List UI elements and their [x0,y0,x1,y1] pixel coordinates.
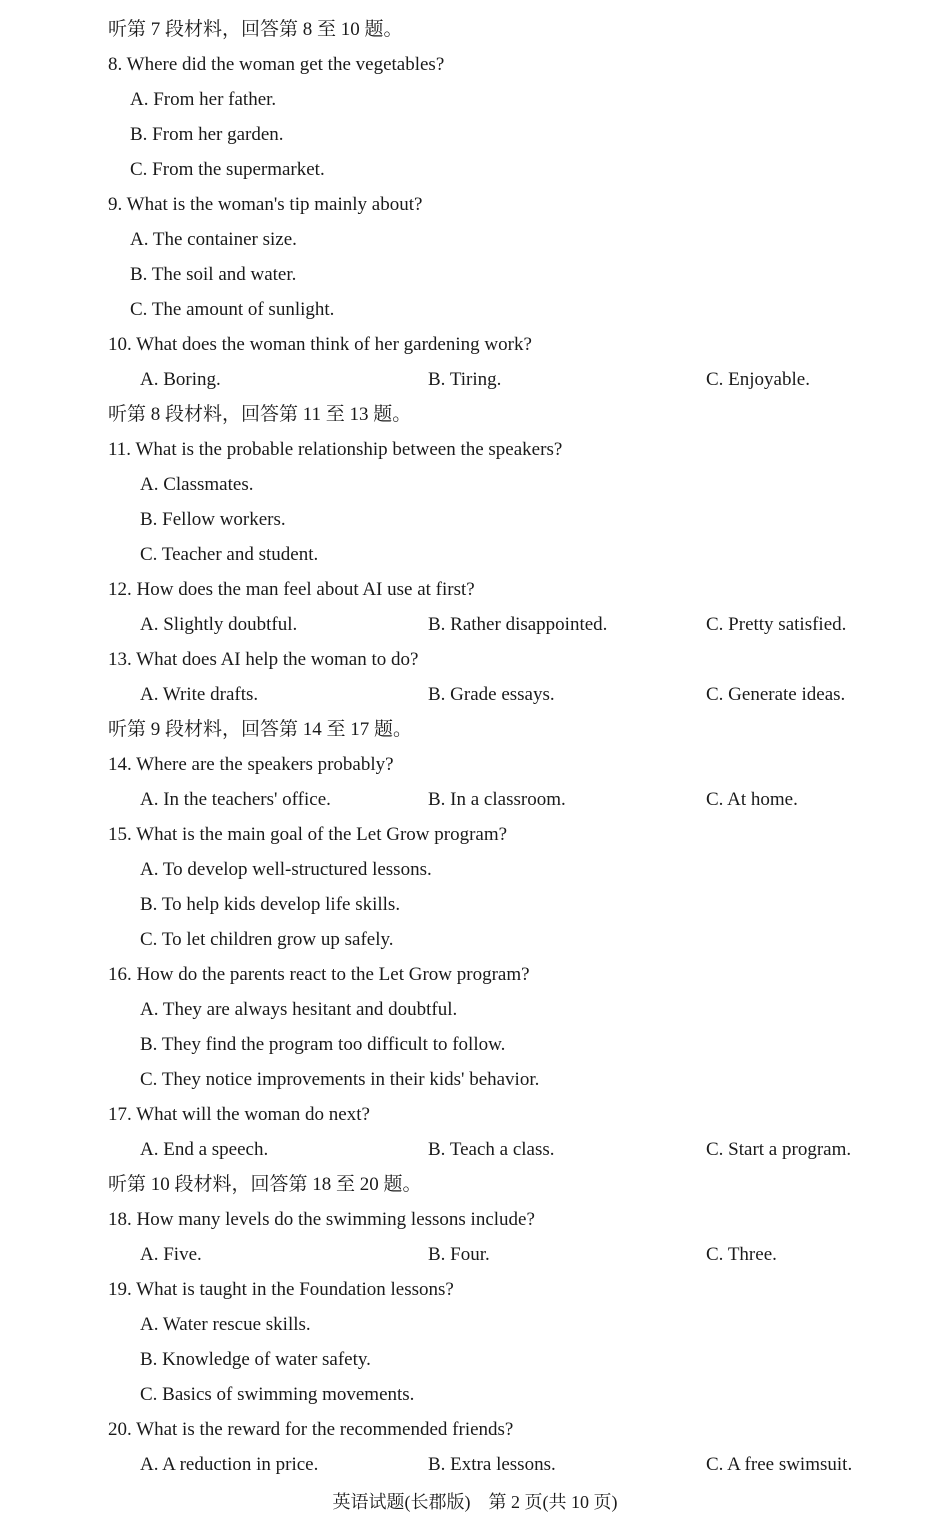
question-13-options [0,683,950,707]
question-17-option-b: B. Teach a class. [428,1139,555,1160]
question-13-option-a: A. Write drafts. [140,684,259,705]
section-heading-10: 听第 10 段材料，回答第 18 至 20 题。 [108,1174,422,1195]
question-8-option-c: C. From the supermarket. [130,159,325,180]
question-18-options [0,1243,950,1267]
question-13-stem: 13. What does AI help the woman to do? [108,649,419,670]
question-16-stem: 16. How do the parents react to the Let Grow program? [108,964,530,985]
question-17-options [0,1138,950,1162]
question-18-stem: 18. How many levels do the swimming lessons include? [108,1209,535,1230]
question-16-option-a: A. They are always hesitant and doubtful. [140,999,458,1020]
question-18-option-c: C. Three. [706,1244,777,1265]
question-18-option-b: B. Four. [428,1244,490,1265]
question-12-option-b: B. Rather disappointed. [428,614,608,635]
question-20-option-c: C. A free swimsuit. [706,1454,853,1475]
question-15-stem: 15. What is the main goal of the Let Grow program? [108,824,508,845]
question-19-option-b: B. Knowledge of water safety. [140,1349,371,1370]
question-15-option-c: C. To let children grow up safely. [140,929,394,950]
question-12-option-c: C. Pretty satisfied. [706,614,847,635]
question-14-option-c: C. At home. [706,789,798,810]
question-14-option-b: B. In a classroom. [428,789,566,810]
question-20-option-b: B. Extra lessons. [428,1454,556,1475]
question-10-option-a: A. Boring. [140,369,221,390]
question-10-option-b: B. Tiring. [428,369,502,390]
question-19-option-a: A. Water rescue skills. [140,1314,311,1335]
question-11-option-b: B. Fellow workers. [140,509,286,530]
section-heading-8: 听第 8 段材料，回答第 11 至 13 题。 [108,404,412,425]
question-9-option-a: A. The container size. [130,229,297,250]
question-17-option-c: C. Start a program. [706,1139,852,1160]
question-19-option-c: C. Basics of swimming movements. [140,1384,415,1405]
question-19-stem: 19. What is taught in the Foundation lessons? [108,1279,454,1300]
section-heading-9: 听第 9 段材料，回答第 14 至 17 题。 [108,719,413,740]
page-footer: 英语试题(长郡版) 第 2 页(共 10 页) [332,1492,618,1512]
question-8-stem: 8. Where did the woman get the vegetables? [108,54,445,75]
question-20-option-a: A. A reduction in price. [140,1454,319,1475]
question-8-option-a: A. From her father. [130,89,277,110]
question-10-option-c: C. Enjoyable. [706,369,810,390]
question-9-option-b: B. The soil and water. [130,264,297,285]
question-12-options [0,613,950,637]
question-9-option-c: C. The amount of sunlight. [130,299,335,320]
question-16-option-c: C. They notice improvements in their kids' behavior. [140,1069,540,1090]
question-10-stem: 10. What does the woman think of her gardening work? [108,334,532,355]
question-9-stem: 9. What is the woman's tip mainly about? [108,194,423,215]
section-heading-7: 听第 7 段材料，回答第 8 至 10 题。 [108,19,403,40]
question-11-stem: 11. What is the probable relationship between the speakers? [108,439,563,460]
question-13-option-c: C. Generate ideas. [706,684,846,705]
question-15-option-b: B. To help kids develop life skills. [140,894,401,915]
question-17-stem: 17. What will the woman do next? [108,1104,370,1125]
question-12-stem: 12. How does the man feel about AI use at first? [108,579,475,600]
question-17-option-a: A. End a speech. [140,1139,269,1160]
question-20-stem: 20. What is the reward for the recommended friends? [108,1419,514,1440]
question-14-stem: 14. Where are the speakers probably? [108,754,394,775]
question-12-option-a: A. Slightly doubtful. [140,614,298,635]
question-20-options [0,1453,950,1477]
question-10-options [0,368,950,392]
question-14-options [0,788,950,812]
question-18-option-a: A. Five. [140,1244,202,1265]
question-16-option-b: B. They find the program too difficult to follow. [140,1034,506,1055]
question-11-option-a: A. Classmates. [140,474,254,495]
question-8-option-b: B. From her garden. [130,124,284,145]
question-14-option-a: A. In the teachers' office. [140,789,331,810]
question-15-option-a: A. To develop well-structured lessons. [140,859,432,880]
question-11-option-c: C. Teacher and student. [140,544,319,565]
question-13-option-b: B. Grade essays. [428,684,555,705]
